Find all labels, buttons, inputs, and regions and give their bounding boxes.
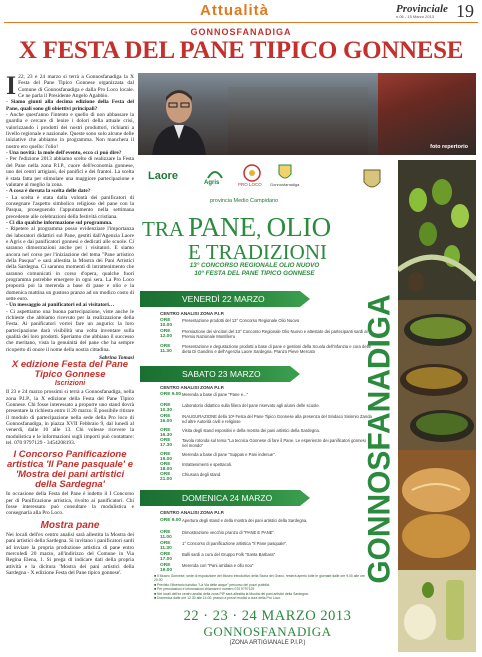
sponsor-provincia: provincia Medio Campidano (210, 198, 279, 204)
article-photo (138, 73, 476, 155)
day-saturday-place: CENTRO ANALISI ZONA P.I.P. (160, 385, 225, 390)
footnote-item: ■ Previsto l'itinerario turistico "La Via delle acque" percorso dei pozzi pubblici. (154, 582, 271, 587)
event-time: ORE 11.00 (160, 530, 172, 540)
bread-image (398, 450, 476, 570)
event-desc: Presentazione e degustazione prodotti a base di pane e gestioni della Scuola dell'infanzia e cura delle dieta Di Gandino e dell'Agenzia Laore Sardegna. Pranzo Pieve Mercato (182, 344, 371, 354)
title-comma: , (256, 217, 267, 241)
title-word-tra: TRA (142, 217, 183, 241)
sponsor-comune: Gonnosfanadiga (270, 182, 300, 187)
event-desc: Tavola rotonda sul tema "La tecnica Gonnese di fare il Pane. Le esperienze dei panificatori gonnesi nel mondo" (182, 438, 366, 448)
page-number: 19 (456, 1, 474, 21)
event-time: ORE 21.00 (160, 472, 173, 482)
event-row (160, 552, 372, 562)
town-crest-icon (278, 164, 292, 182)
event-time: ORE 11.30 (160, 541, 172, 551)
interview-question: - A cosa è dovuta la scelta delle date? (6, 188, 91, 195)
event-row (160, 472, 372, 482)
event-row (160, 344, 372, 354)
interview-question: - Siamo giunti alla decima edizione della Festa del Pane, quali sono gli obiettivi principali? (6, 99, 134, 112)
event-desc: Merenda a base di pane "Pane e..." (182, 392, 249, 397)
interview-question: - Una novità: la mole dell'evento, ecco ci può dire? (6, 150, 122, 157)
event-row (160, 452, 372, 462)
footnote-item: ■ Nei locali dell'ex centro analisi della zona PIP sarà allestita la Mostra dei pani artistici della Sardegna. (154, 591, 309, 596)
sidebar-heading-registration: X edizione Festa del Pane Tipico Gonnese (11, 359, 129, 380)
event-row (160, 329, 372, 339)
event-row (160, 530, 372, 540)
interview-answer: - Anche quest'anno l'intento e quello di non abbassare la guardia e cercare di lenire i dolori della attuale crisi, valorizzando i prodotti dei nostri produttori, richiami a livello regionale e nazionale. Queste sono solo alcune delle iniziative che abbiamo in programma. Non manchera il nostro ero quello: l'olio! (6, 112, 134, 150)
author-signature: Sabrina Tomasi (98, 355, 134, 362)
sidebar-paragraph-exhibition: Nei locali dell'ex centro analisi sarà allestita la Mostra dei pani artistici della Sardegna. Si invitano i panificatori sardi ad inviare la propria produzione artistica di pane entro mercoledì 20 marzo, all'indirizzo del Comune in Via Regina Elena, 1. Si prega di indicare dati della propria attività e la dicitura 'Mostra dei pani artistici della Sardegna - X edizione Festa del Pane tipico gonnese'. (6, 531, 134, 576)
article-lead-paragraph (6, 71, 134, 100)
day-band-sunday: DOMENICA 24 MARZO (140, 490, 300, 506)
event-row (160, 403, 372, 413)
event-time: ORE 12.00 (160, 329, 173, 339)
article-body (6, 71, 135, 362)
poster-subtitle-2: 10° FESTA DEL PANE TIPICO GONNESE (194, 269, 315, 277)
poster-title-line2: E TRADIZIONI (188, 240, 328, 264)
event-poster (140, 160, 476, 652)
page-header (0, 0, 482, 22)
sidebar-heading-contest: I Concorso Panificazione artistica 'Il Pane pasquale' e 'Mostra dei pani artistici della Sardegna' (7, 449, 133, 491)
event-time: ORE 17.00 (160, 552, 173, 562)
event-desc: Dimostrazione vecchio pranzo di "PANE E PANE". (182, 530, 276, 535)
olive-branch-image (398, 160, 476, 300)
poster-subtitle (152, 262, 357, 277)
title-word-olio: OLIO (266, 212, 332, 242)
section-title: Attualità (200, 2, 269, 19)
event-desc: Laboratorio didattico sulla filiera del pane riservato agli alunni delle scuole. (182, 403, 320, 408)
interview-question: - Un messaggio ai panificatori ed ai visitatori… (6, 302, 115, 309)
event-desc: Intrattenimenti e spettacoli. (182, 462, 233, 467)
event-desc: Merenda con "Pani arridaia e ollu nou" (182, 563, 254, 568)
poster-title (142, 212, 392, 264)
event-time: ORE 17.30 (160, 438, 173, 448)
poster-town: GONNOSFANADIGA (203, 624, 332, 639)
event-desc: Premiazione dei vincitori del 13° Concorso Regionale Olio Nuovo e attestato dei partecipanti sardi al Premio Nazionale Montiferru (182, 329, 368, 339)
day-band-friday: VENERDÌ 22 MARZO (140, 291, 300, 307)
event-row (160, 428, 372, 438)
interview-answer: - Ripetere al programma posso evidenziare l'importanza dei laboratori didattici sul Pane, gestiti dall'Agenzia Laore e Agris e dai panificatori gonnesi e dedicati alle scuole. Ci saranno dimostrazioni anche per i visitatori. E siamo ancora nel corso per l'iniziazione del tema "Pane artistico della Pasqua" e sarà allestita la Mostra dei Pani Artistici della Sardegna. Ci saranno momenti di intrattenimento che saranno comunicati in corso d'opera, qualche fuori programma potrebbe emergere in ogni sera. La Pro Loco proporrà poi la merenda a base di pane e olio e la domenica mattina un gustoso pranzo ad un modico costo di sette euro. (6, 226, 135, 303)
event-row (160, 462, 372, 472)
newspaper-logo: Provinciale (396, 3, 448, 15)
day-friday-place: CENTRO ANALISI ZONA P.I.P. (160, 311, 225, 316)
event-time: ORE 10.00 (160, 318, 173, 328)
footnote-item: ■ Per prenotazioni e informazioni chiamare il numero 070 9797129 (154, 587, 255, 592)
event-desc: Chiusura degli stand. (182, 472, 222, 477)
sidebar-notices (6, 358, 134, 576)
sidebar-paragraph-registration: Il 23 e 24 marzo prossimi si terrà a Gonnosfanadiga, nella zona P.I.P., la X edizione della Festa del Pane Tipico Gonnese. Chi fosse interessato a proporre uno stand dovrà presentare la richiesta entro il 20 marzo. È possibile ritirare il modulo di partecipazione nella sede della Pro loco di Gonnosfanadiga, in piazza XVII Febbraio 9, dal lunedì al venerdì, dalle 10 alle 13. Chi volesse ricevere la modulistica e le informazioni sugli importi può contattare: tel. 070 9797129 - 3454208193. (6, 389, 134, 447)
event-row (160, 438, 372, 448)
event-time: ORE 9.00 (160, 518, 182, 523)
event-desc: Merenda a base di pane "Suppas e Pani indenue". (182, 452, 276, 457)
sponsor-agris: Agris (204, 180, 220, 186)
vertical-title-text: GONNOSFANADIGA (360, 277, 397, 584)
poster-footnotes (154, 574, 374, 600)
event-desc: INAUGURAZIONE della 10ª Festa del Pane Tipico Gonnese alla presenza del Sindaco Sisinnio Zanda ed altre Autorità civili e religiose (182, 414, 372, 424)
interview-answer: - La scelta è stata dalla volontà dei panificatori di consegnare l'aspetto simbolico religioso del pane con la Pasqua, proseguendo l'appuntamento nella settimana precedente alle celebrazioni della festività cristiana. (6, 194, 134, 220)
crowd-background (228, 87, 368, 155)
sidebar-heading-exhibition: Mostra pane (40, 519, 100, 531)
poster-subtitle-1: 13° CONCORSO REGIONALE OLIO NUOVO (189, 262, 320, 269)
event-time: ORE 19.00 (160, 452, 173, 462)
footnote-item: ■ Il Museo Gonnese, sede di esposizione del Museo introduttivo della Storia del Grano, resterà aperto tutte le giornate dalle ore 9.00 alle ore 20.00 (154, 574, 365, 583)
event-time: ORE 16.30 (160, 428, 173, 438)
event-desc: Apertura degli stand e della mostra dei pani artistici della Sardegna. (182, 518, 308, 523)
event-desc: 1° Concorso di panificazione artistica "Il Pane pasquale". (182, 541, 288, 546)
sidebar-paragraph-contest: In occasione della Festa del Pane è indetto il I Concorso per di Panificazione artistica, rivolto ai panificatori. Chi fosse interessato può consultare la modulistica e consegnarla alla Pro Loco. (6, 491, 134, 517)
sponsor-laore: Laore (148, 170, 178, 182)
man-portrait-image (150, 81, 208, 155)
event-desc: Visita degli stand espositivi e della mostra dei pani artistici della Sardegna. (182, 428, 320, 433)
interview-answer: - Per l'edizione 2013 abbiamo scelto di realizzare la Festa del Pane nella zona P.I.P., cuore dell'economia gonnese, uno dei centri artigiani, dei panifici e dei frantoi. La scelta è stata fatta per stimolare una maggiore partecipazione e valutare al meglio la zona. (6, 156, 134, 188)
footnote-item: ■ Domenica dalle ore 12.30 alle 14.00: pranzo a prezzi modici a cura della Pro Loco. (154, 596, 282, 601)
event-desc: Presentazione prodotti del 13° Concorso Regionale Olio Nuovo (182, 318, 300, 323)
sponsor-pro-loco: PRO LOCO (238, 182, 262, 187)
event-time: ORE 10.30 (160, 403, 173, 413)
sidebar-subheading-registration: Iscrizioni (54, 380, 86, 387)
interview-answer: - Ci aspettiamo una buona partecipazione, viste anche le richieste che abbiamo ricevuto per la realizzazione della Festa. Ai panificatori vorrei fare un augurio: la loro partecipazione darà visibilità una volta inventare sulla qualità dei loro prodotti. Speriamo che abbiano il successo che meritano, vista la genuinità del pane che ha sempre ricoperto di onore il nome della nostra cittadina. (6, 308, 134, 353)
event-row (160, 563, 372, 573)
day-sunday-place: CENTRO ANALISI ZONA P.I.P. (160, 510, 225, 515)
article-headline: X FESTA DEL PANE TIPICO GONNESE (18, 37, 464, 64)
event-time: ORE 11.30 (160, 344, 172, 354)
sponsor-logos (140, 160, 398, 212)
event-row (160, 392, 372, 397)
drop-cap: I (6, 71, 17, 100)
event-row (160, 414, 372, 424)
header-divider (4, 22, 478, 23)
issue-info: n.06 - 15 Marzo 2013 (396, 14, 435, 19)
event-row (160, 518, 372, 523)
poster-title-line1 (142, 212, 392, 242)
lead-text: 22, 23 e 24 marzo si terrà a Gonnosfanadiga la X Festa del Pane Tipico Gonnese organizzata dal Comune di Gonnosfanadiga e dalla Pro Loco locale. Ce ne parla il Presidente Angelo Agabbio. (18, 74, 134, 100)
interview-question: - Ci dia qualche informazione sul programma. (6, 219, 113, 226)
olive-bowls-image (398, 300, 476, 450)
photo-caption: foto repertorio (430, 144, 468, 150)
poster-image-column (398, 160, 476, 652)
title-word-pane: PANE (188, 212, 257, 242)
province-crest-icon (362, 168, 382, 192)
event-time: ORE 9.00 (160, 392, 182, 397)
olive-oil-image (398, 570, 476, 652)
event-time: ORE 18.00 (160, 462, 173, 472)
agris-logo-icon (206, 166, 224, 180)
event-time: ORE 16.00 (160, 414, 173, 424)
poster-zone: (ZONA ARTIGIANALE P.I.P.) (229, 640, 306, 646)
event-row (160, 318, 372, 328)
poster-dates: 22 · 23 · 24 MARZO 2013 (183, 608, 352, 624)
event-desc: Balli sardi a cura del Gruppo Folk "Santa Barbara" (182, 552, 276, 557)
market-stall-image (378, 73, 476, 155)
article-kicker: GONNOSFANADIGA (190, 27, 292, 37)
event-time: ORE 19.00 (160, 563, 173, 573)
pro-loco-logo-icon (240, 164, 264, 182)
event-row (160, 541, 372, 551)
day-band-saturday: SABATO 23 MARZO (140, 366, 290, 382)
